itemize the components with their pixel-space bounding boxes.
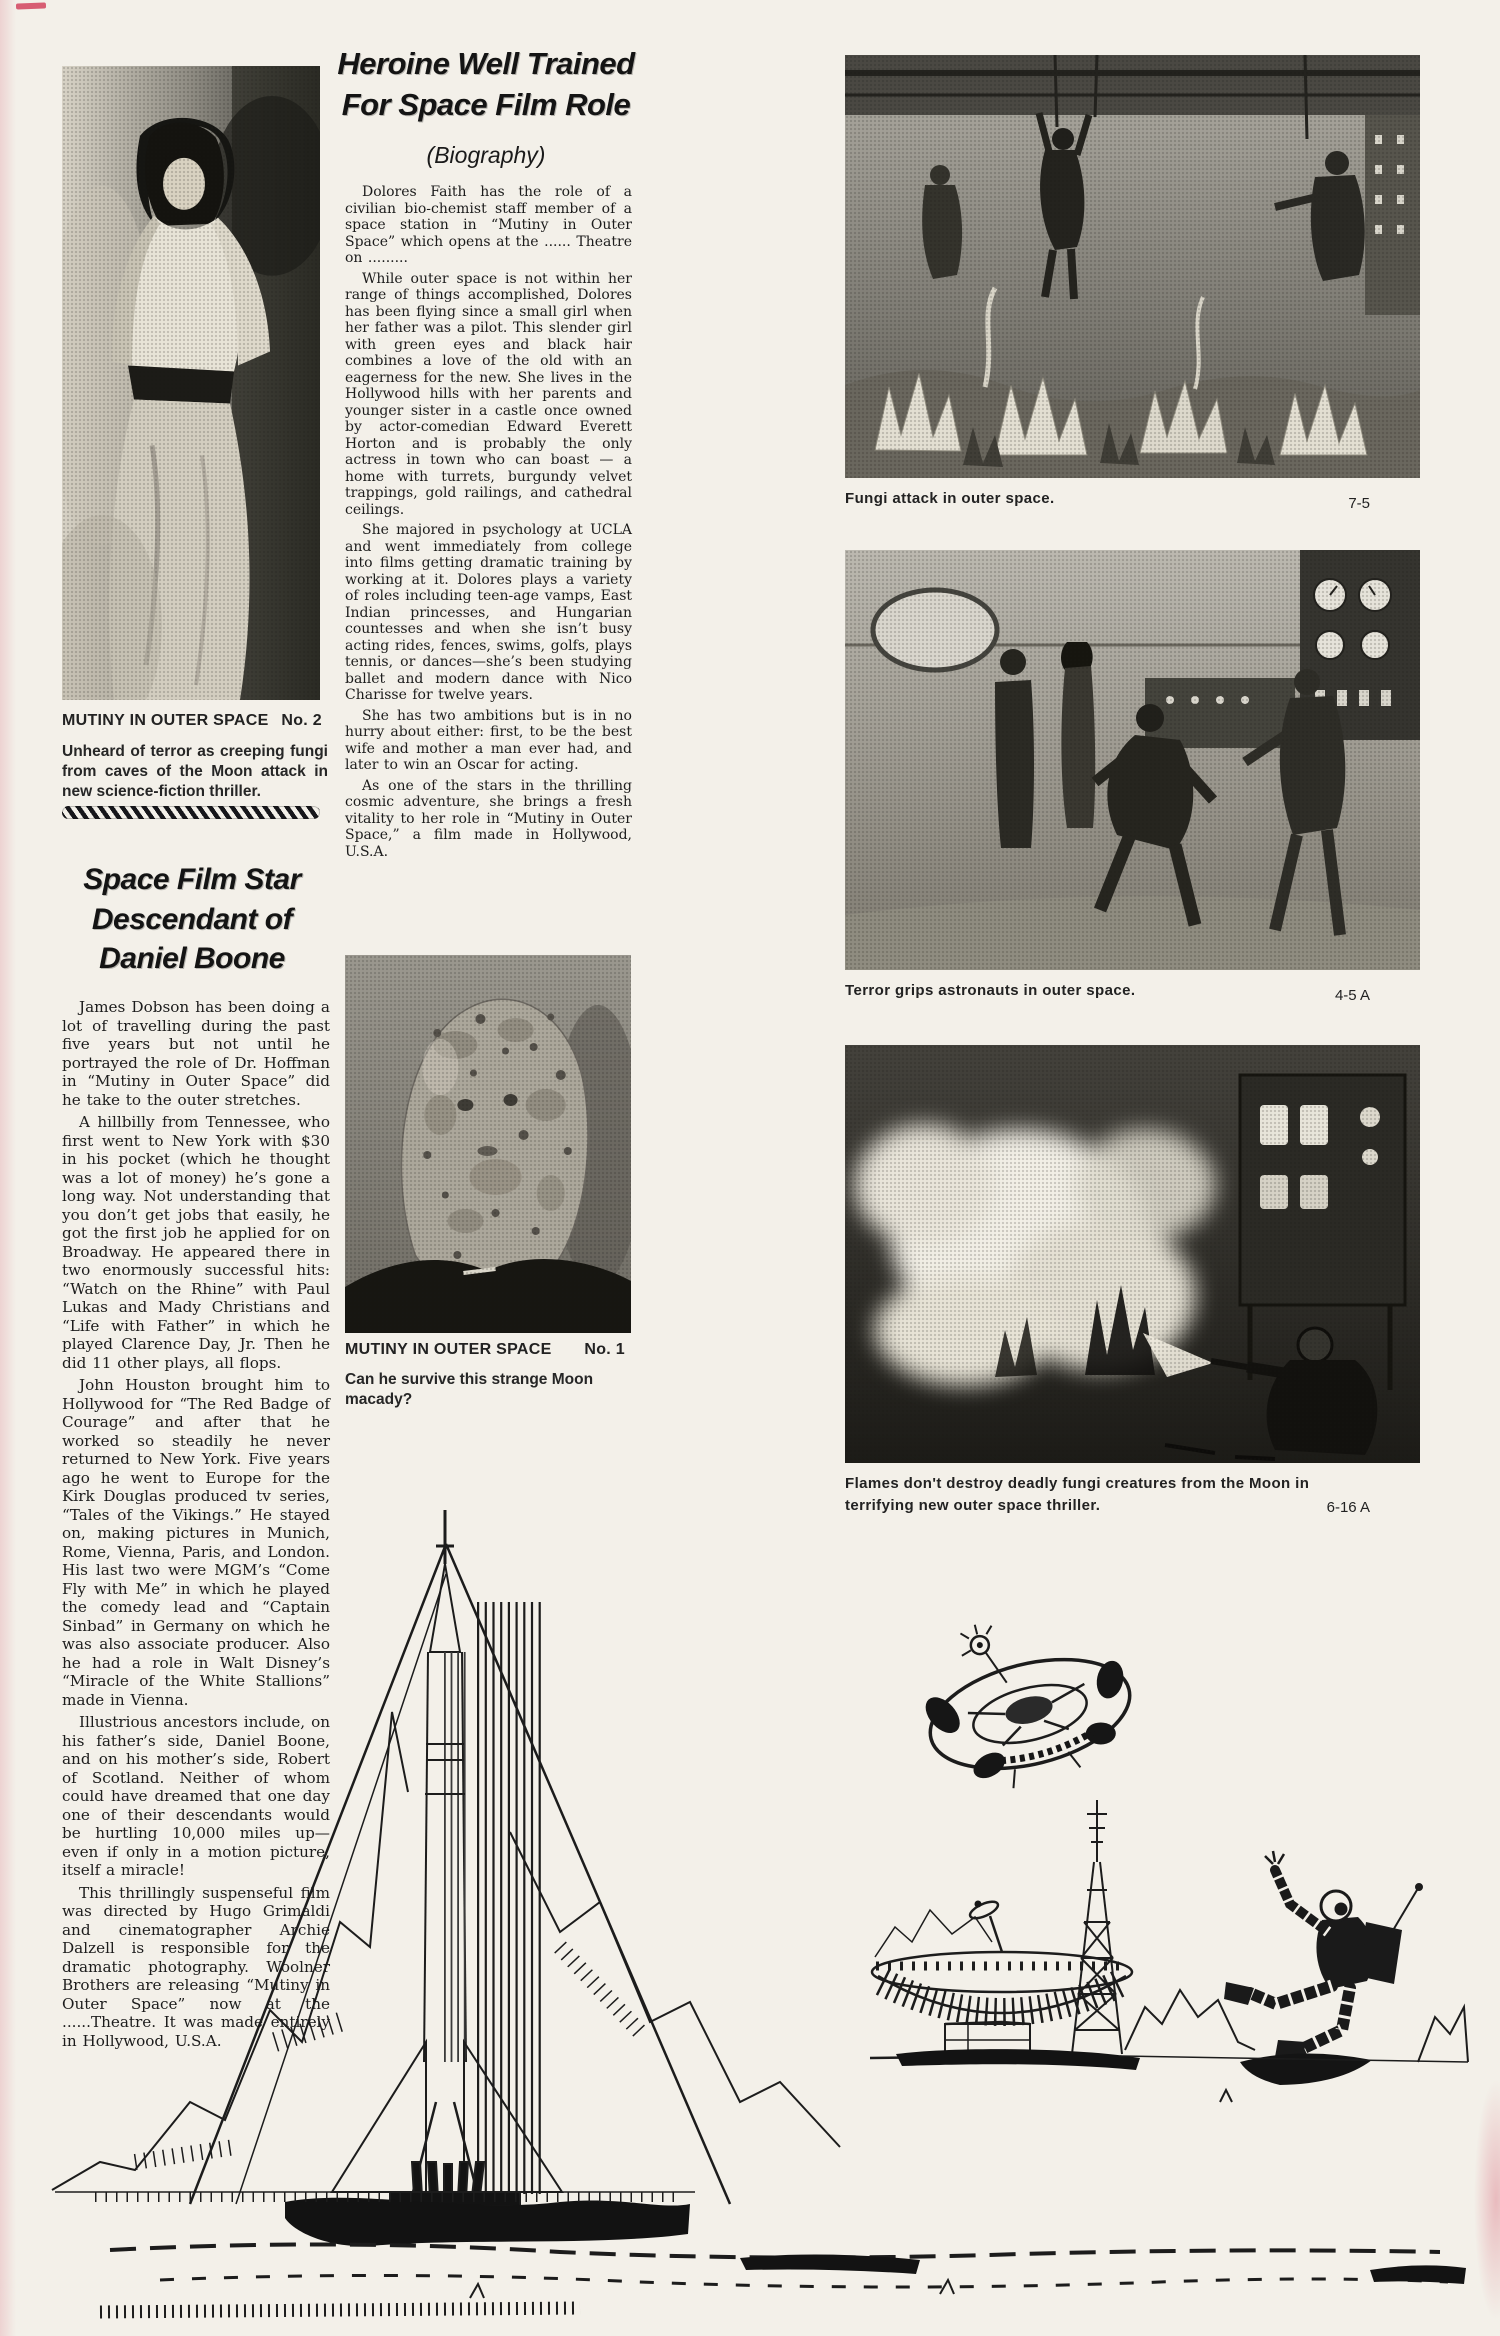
section-divider [62, 806, 320, 819]
mountains [52, 1712, 992, 2190]
photo-b-caption: Terror grips astronauts in outer space. [845, 982, 1136, 999]
photo-2-label-row [62, 712, 322, 730]
boone-title-line2: Descendant of [91, 902, 293, 936]
photo-dolores-faith [62, 66, 320, 700]
photo-a-code: 7-5 [1348, 495, 1370, 512]
scan-edge-tint [0, 0, 16, 2336]
rocket [190, 1510, 730, 2246]
fungi-photo-art [845, 55, 1420, 478]
photo-1-caption: Can he survive this strange Moon macady? [345, 1371, 594, 1409]
photo-c-code: 6-16 A [1326, 1499, 1370, 1516]
photo-moon-creature [345, 955, 631, 1333]
article-bio-title [336, 44, 636, 126]
photo-b-caption-row [845, 980, 1420, 1004]
photo-1-label-row [345, 1341, 625, 1359]
boone-title-line3: Daniel Boone [99, 942, 285, 976]
photo-astronauts-terror [845, 550, 1420, 970]
ground [55, 1990, 1468, 2312]
photo-a-caption: Fungi attack in outer space. [845, 490, 1055, 507]
article-bio-subtitle: (Biography) [426, 142, 546, 168]
bio-paragraph-3: She majored in psychology at UCLA and went immediately from college into films getting dramatic training by working at it. Dolores plays a variety of roles including teen-age vamps, East Indian princesses, and Hungarian countesses and when she isn’t busy acting rides, fences, swims, golfs, plays tennis, or dances—she’s been studying ballet and modern dance with Nico Charisse for twelve years. [345, 522, 632, 703]
boone-title-line1: Space Film Star [83, 863, 301, 896]
boone-paragraph-5: This thrillingly suspenseful film was directed by Hugo Grimaldi and cinematographer Archie Dalzell is responsible for the dramatic photography. Woolner Brothers are releasing “Mutiny in Outer Space” now at the ......Theatre. It was made entirely in Hollywood, U.S.A. [62, 1883, 330, 2050]
launchpad-illustration [40, 1502, 1470, 2328]
photo-c-caption: Flames don't destroy deadly fungi creatures from the Moon in terrifying new outer space thriller. [845, 1475, 1310, 1514]
space-station-wheel [903, 1591, 1150, 1805]
article-boone-title [48, 860, 336, 979]
gantry-cable-right [446, 1544, 730, 2204]
photo-b-code: 4-5 A [1334, 987, 1370, 1004]
photo-flames-fungi [845, 1045, 1420, 1463]
photo-fungi-attack [845, 55, 1420, 478]
gantry-cable-left [190, 1544, 446, 2204]
dolores-photo-art [62, 66, 320, 700]
flames-photo-art [845, 1045, 1420, 1463]
radio-tower [1072, 1800, 1122, 2054]
photo-a-caption-row [845, 488, 1420, 512]
bio-paragraph-4: She has two ambitions but is in no hurry about either: first, to be the best wife and mother a man ever had, and later to win an Oscar for acting. [345, 707, 632, 773]
dish-station [870, 1898, 1140, 2070]
creature-photo-art [345, 955, 631, 1333]
boone-paragraph-1: James Dobson has been doing a lot of travelling during the past five years but not until he portrayed the role of Dr. Hoffman in “Mutiny in Outer Space” did he take to the outer stretches. [62, 998, 330, 1109]
boone-paragraph-3: John Houston brought him to Hollywood for “The Red Badge of Courage” and after that he worked so steadily he never returned to New York. Five years ago he went to Europe for the Kirk Douglas produced tv series, “Tales of the Vikings.” He stayed on, making pictures in Munich, Rome, Vienna, Paris, and London. His last two were MGM’s “Come Fly with Me” in which he played the comedy lead and “Captain Sinbad” in Germany on which he was also associate producer. Also he had a role in Walt Disney’s “Miracle of the White Stallions” made in Vienna. [62, 1376, 330, 1709]
scan-red-mark [16, 2, 46, 9]
bio-title-line2: For Space Film Role [341, 86, 631, 122]
photo-2-title: MUTINY IN OUTER SPACE [62, 712, 269, 729]
boone-paragraph-4: Illustrious ancestors include, on his father’s side, Daniel Boone, and on his mother’s side, Robert of Scotland. Neither of whom could have dreamed that one day one of their descendants would be hurtling 10,000 miles up—even if only in a motion picture, itself a miracle! [62, 1713, 330, 1879]
boone-paragraph-2: A hillbilly from Tennessee, who first went to New York with $30 in his pocket (which he thought was a lot of money) he’s gone a long way. Not understanding that you don’t get jobs that easily, he got the first job he applied for on Broadway. He appeared there in two enormously successful hits: “Watch on the Rhine” with Paul Lukas and Mady Christians and “Life with Father” in which he played Clarence Day, Jr. Then he did 11 other plays, all flops. [62, 1113, 330, 1372]
bio-paragraph-2: While outer space is not within her range of things accomplished, Dolores has been flying since a small girl when her father was a pilot. This slender girl with green eyes and black hair combines a love of the old with an eagerness for the new. She lives in the Hollywood hills with her parents and younger sister in a castle once owned by actor-comedian Edward Everett Horton and is probably the only actress in town who can boast — a home with turrets, burgundy velvet trappings, gold railings, and cathedral ceilings. [345, 270, 632, 518]
photo-2-number: No. 2 [281, 712, 322, 729]
article-bio-body [345, 184, 632, 864]
photo-2-caption: Unheard of terror as creeping fungi from caves of the Moon attack in new science-fiction thriller. [62, 743, 328, 801]
photo-1-number: No. 1 [584, 1341, 625, 1358]
bio-title-line1: Heroine Well Trained [337, 46, 635, 81]
photo-1-title: MUTINY IN OUTER SPACE [345, 1341, 552, 1358]
bio-paragraph-1: Dolores Faith has the role of a civilian bio-chemist staff member of a space station in “Mutiny in Outer Space” which opens at the ...... Theatre on ......... [345, 184, 632, 266]
scan-pink-smudge [1474, 2080, 1500, 2320]
astronauts-photo-art [845, 550, 1420, 970]
bio-paragraph-5: As one of the stars in the thrilling cosmic adventure, she brings a fresh vitality to her role in “Mutiny in Outer Space,” a film made in Hollywood, U.S.A. [345, 777, 632, 860]
